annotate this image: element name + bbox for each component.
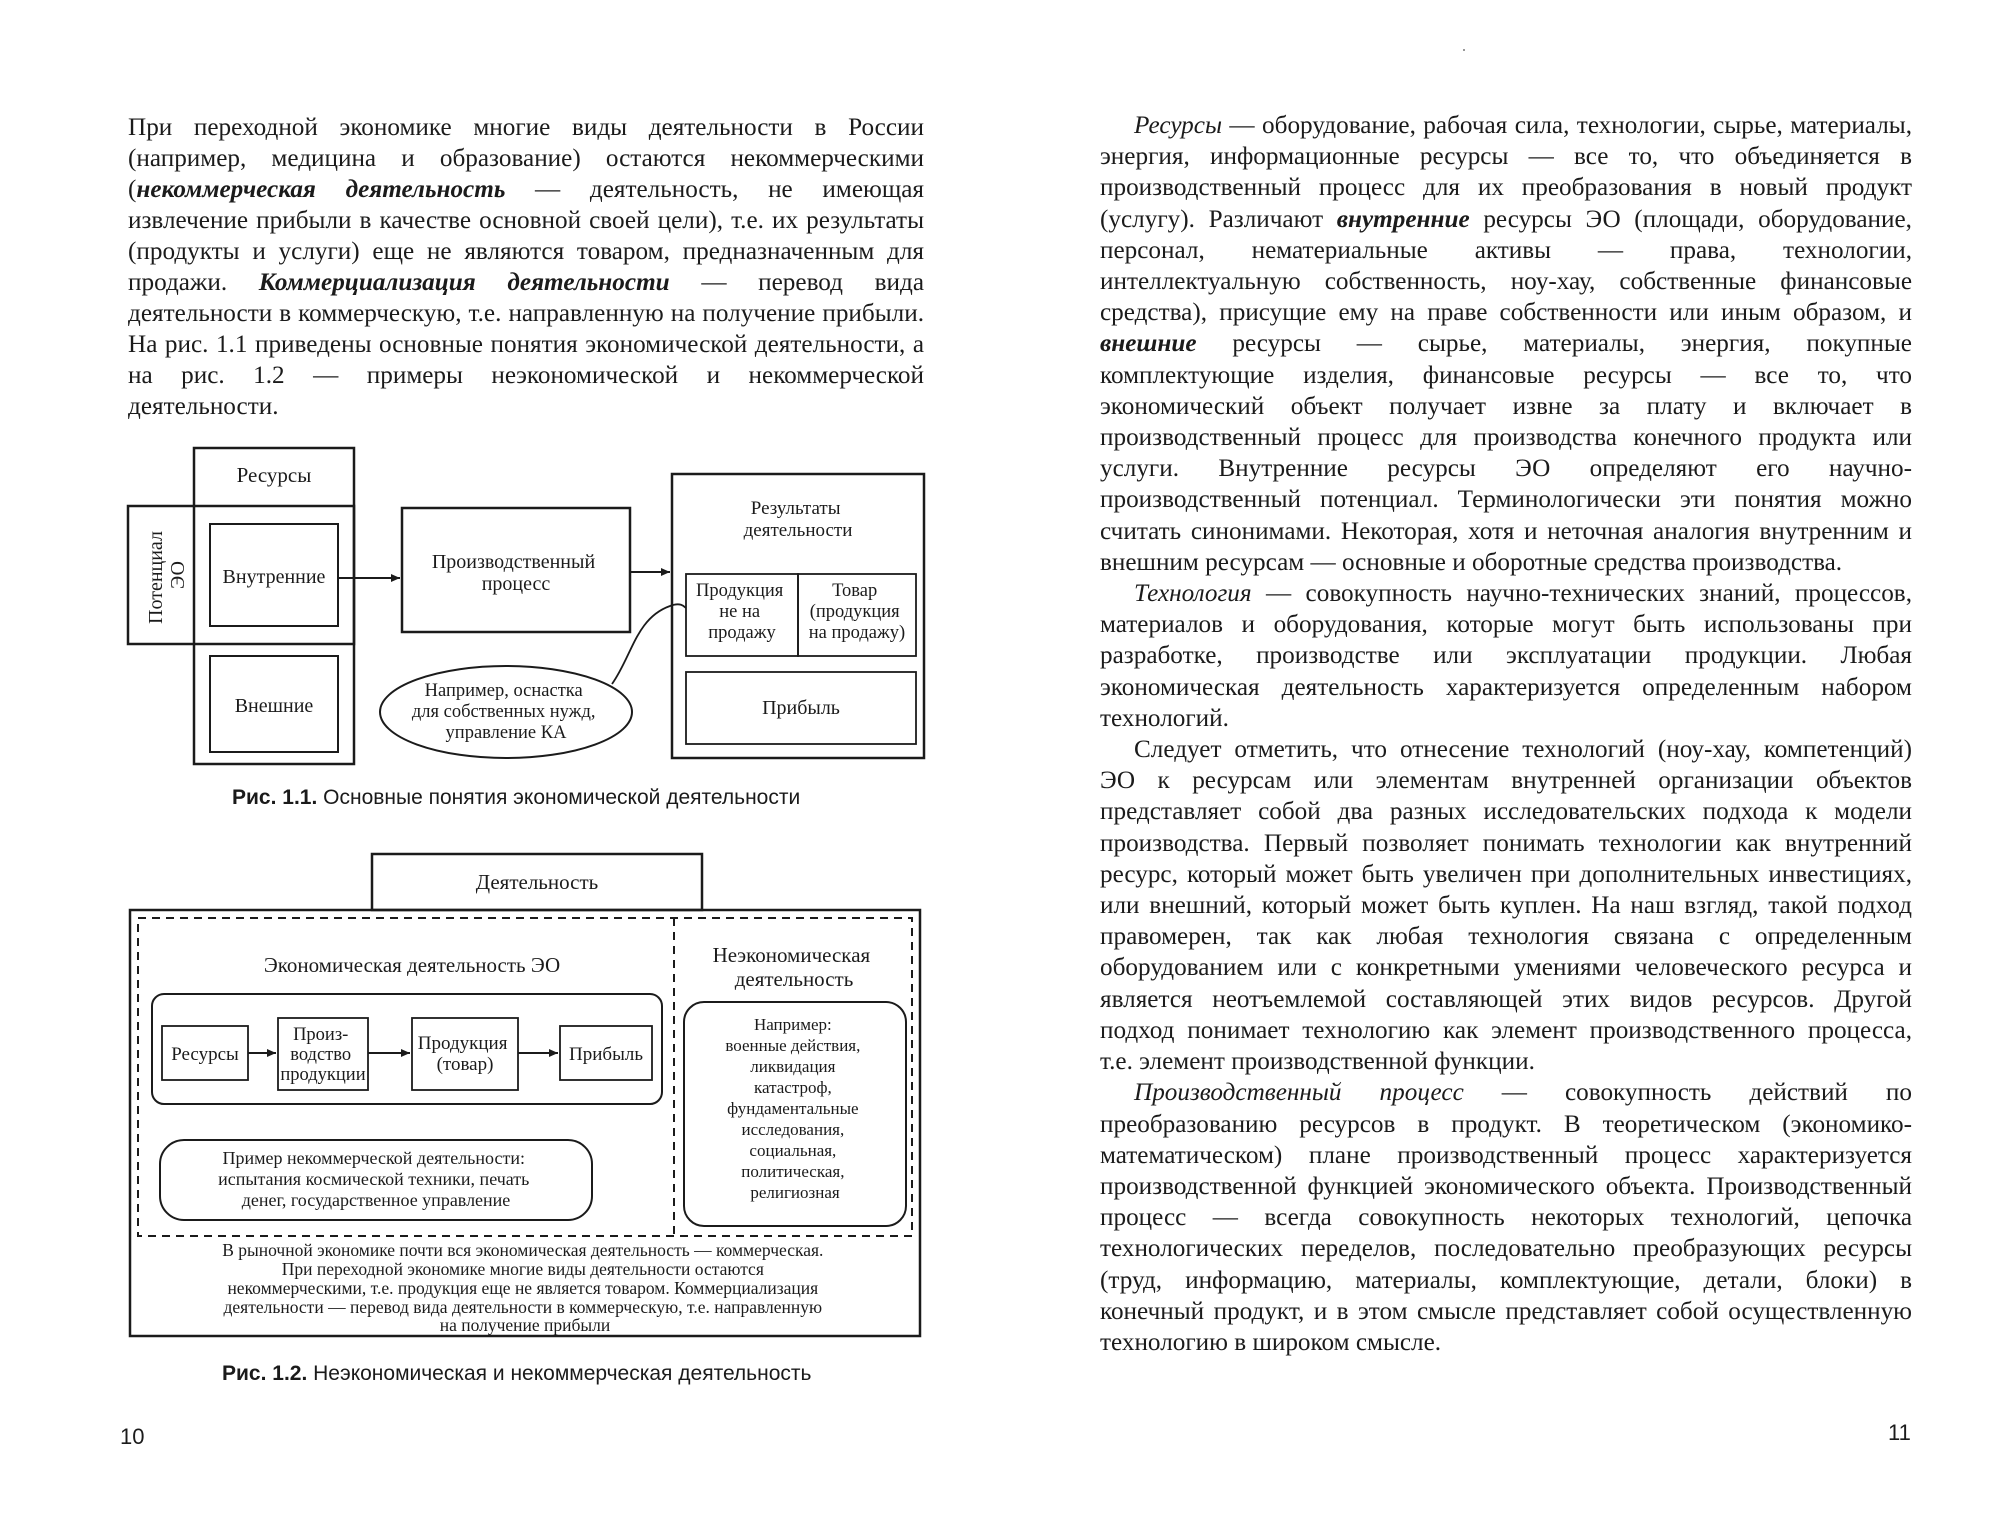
fig2-production-line: продукции — [280, 1065, 366, 1085]
fig2-note-line: В рыночной экономике почти вся экономическая деятельность — коммерческая. — [222, 1240, 824, 1260]
fig2-caption-number: Рис. 1.2. — [222, 1362, 308, 1385]
fig2-caption-text: Неэкономическая и некоммерческая деятельность — [307, 1362, 812, 1385]
fig2-noneconomic-example-line: ликвидация — [750, 1057, 836, 1076]
fig1-product-line: не на — [719, 602, 761, 622]
fig2-note-line: деятельности — перевод вида деятельности в коммерческую, т.е. направленную — [223, 1297, 823, 1317]
fig1-resources-label: Ресурсы — [236, 463, 312, 487]
text-run: При переходной экономике многие виды деятельности в России (например, медицина и образование) остаются некоммерческими ( — [128, 114, 924, 203]
text-run: ресурсы — сырье, материалы, энергия, покупные комплектующие изделия, финансовые ресурсы — все то, что экономический объект получает извне за плату и включает в производственный процесс для производства конечного продукта или услуги. Внутренние ресурсы ЭО определяют его научно-производственный потенциал. Терминологически эти понятия можно считать синонимами. Некоторая, хотя и неточная аналогия внутренним и внешним ресурсам — основные и оборотные средства производства. — [1100, 330, 1912, 576]
text-run: — перевод вида деятельности в коммерческую, т.е. направленную на получение прибыли. На рис. 1.1 приведены основные понятия экономической деятельности, а на рис. 1.2 — примеры неэкономической и некоммерческой деятельности. — [128, 269, 925, 420]
right-page — [1000, 0, 2000, 1532]
fig2-economic-label: Экономическая деятельность ЭО — [263, 953, 561, 977]
fig2-noneconomic-example — [725, 1015, 864, 1202]
emphasized-term: Коммерциализация деятельности — [258, 269, 670, 296]
fig1-goods-label — [809, 581, 905, 643]
fig1-profit-label: Прибыль — [762, 697, 840, 719]
fig1-potential-line: ЭО — [167, 561, 189, 589]
text-run: ресурсы ЭО (площади, оборудование, персонал, нематериальные активы — права, технологии, интеллектуальную собственность, ноу-хау, собственные финансовые средства), присущие ему на праве собственности или иным образом, и — [1100, 205, 1912, 327]
technology-definition-paragraph — [1100, 578, 1912, 734]
fig2-chain-profit-label: Прибыль — [569, 1044, 643, 1065]
fig2-product-line: Продукция — [417, 1033, 508, 1054]
fig2-noncommercial-line: испытания космической техники, печать — [218, 1169, 530, 1189]
resources-definition-paragraph — [1100, 110, 1912, 578]
fig2-note — [222, 1240, 828, 1335]
fig2-noncommercial-example — [218, 1148, 534, 1210]
example-connector — [612, 604, 686, 684]
fig1-internal-label: Внутренние — [222, 566, 326, 588]
fig2-chain-resources-label: Ресурсы — [171, 1044, 239, 1065]
text-run: — оборудование, рабочая сила, технологии, сырье, материалы, энергия, информационные ресурсы — все то, что объединяется в производственный процесс для их преобразования в новый продукт (услугу). Различают — [1100, 112, 1912, 233]
fig1-process-line: процесс — [481, 573, 551, 595]
fig2-noneconomic-example-line: катастроф, — [754, 1078, 832, 1097]
fig1-external-label: Внешние — [234, 695, 314, 717]
fig1-caption-text: Основные понятия экономической деятельности — [317, 786, 801, 809]
fig1-example-line: управление КА — [445, 723, 567, 743]
fig1-product-not-for-sale-label — [696, 581, 788, 643]
emphasized-term: некоммерческая деятельность — [136, 176, 506, 203]
fig1-goods-line: Товар — [832, 581, 878, 601]
fig1-example-label — [412, 681, 600, 743]
fig1-example-line: для собственных нужд, — [411, 702, 596, 722]
fig2-noneconomic-example-line: военные действия, — [725, 1036, 861, 1055]
fig2-noneconomic-example-line: религиозная — [750, 1183, 840, 1202]
text-run: — совокупность научно-технических знаний, процессов, материалов и оборудования, которые могут быть использованы при разработке, производстве или эксплуатации продукции. Любая экономическая деятельность характеризуется определенным набором технологий. — [1100, 580, 1912, 732]
figure-1-1-diagram — [124, 446, 936, 770]
fig2-chain-production-label — [280, 1025, 365, 1085]
fig2-production-line: водство — [290, 1045, 352, 1065]
fig2-noneconomic-example-line: социальная, — [749, 1141, 837, 1160]
fig1-potential-label — [145, 526, 189, 624]
text-run: — совокупность действий по преобразованию ресурсов в продукт. В теоретическом (экономико-математическом) плане производственный процесс характеризуется производственной функцией экономического объекта. Производственный процесс — всегда совокупность некоторых технологий, цепочка технологических переделов, последовательно преобразующих ресурсы (труд, информацию, материалы, комплектующие, детали, блоки) в конечный продукт, и в этом смысле представляет собой осуществленную технологию в широком смысле. — [1100, 1079, 1912, 1356]
scan-speck — [1463, 49, 1465, 51]
fig2-noneconomic-line: деятельность — [734, 967, 854, 991]
fig2-product-line: (товар) — [436, 1054, 494, 1075]
fig1-product-line: продажу — [708, 623, 776, 643]
fig2-noneconomic-line: Неэкономическая — [712, 943, 871, 967]
emphasized-term: Производственный процесс — [1134, 1079, 1464, 1107]
fig2-note-line: При переходной экономике многие виды деятельности остаются — [281, 1259, 764, 1279]
fig2-production-line: Произ- — [293, 1025, 349, 1045]
fig1-process-label — [432, 551, 600, 595]
fig1-potential-line: Потенциал — [145, 531, 167, 624]
figure-1-2-diagram — [128, 852, 928, 1342]
fig1-example-line: Например, оснастка — [424, 681, 583, 701]
emphasized-term: Технология — [1134, 580, 1252, 608]
text-run: — деятельность, не имеющая извлечение прибыли в качестве основной своей цели), т.е. их результаты (продукты и услуги) еще не являются товаром, предназначенным для продажи. — [128, 176, 924, 296]
fig2-noneconomic-label — [713, 943, 876, 991]
left-page-number: 10 — [120, 1424, 145, 1449]
fig2-note-line: на получение прибыли — [439, 1315, 611, 1335]
right-page-number: 11 — [1888, 1420, 1911, 1445]
emphasized-term: внешние — [1100, 330, 1197, 358]
fig2-noneconomic-example-line: фундаментальные — [727, 1099, 859, 1118]
fig2-noneconomic-example-line: политическая, — [741, 1162, 845, 1181]
fig1-goods-line: на продажу) — [808, 623, 906, 643]
fig1-product-line: Продукция — [696, 581, 784, 601]
technology-approaches-paragraph — [1100, 734, 1912, 1077]
emphasized-term: Ресурсы — [1134, 112, 1223, 139]
figure-1-2-caption — [222, 1362, 811, 1386]
emphasized-term: внутренние — [1336, 205, 1470, 233]
text-run: Следует отметить, что отнесение технологий (ноу-хау, компетенций) ЭО к ресурсам или элементам внутренней организации объектов представляет собой два разных исследовательских подхода к модели производства. Первый позволяет понимать технологии как внутренний ресурс, который может быть увеличен при дополнительных инвестициях, или внешний, который может быть куплен. На наш взгляд, такой подход правомерен, так как любая технология связана с определенным оборудованием или с конкретными умениями человеческого ресурса и является неотъемлемой составляющей этих видов ресурсов. Другой подход понимает технологию как элемент производственного процесса, т.е. элемент производственной функции. — [1100, 736, 1912, 1076]
production-process-paragraph — [1100, 1077, 1912, 1358]
fig2-note-line: некоммерческими, т.е. продукция еще не является товаром. Коммерциализация — [227, 1278, 819, 1298]
right-text-column — [1100, 110, 1912, 1358]
fig1-results-line: деятельности — [743, 520, 853, 541]
fig2-activity-label: Деятельность — [475, 870, 599, 894]
fig1-caption-number: Рис. 1.1. — [232, 786, 318, 809]
fig1-results-label — [744, 498, 853, 541]
fig1-process-line: Производственный — [431, 551, 596, 573]
fig1-goods-line: (продукция — [809, 602, 900, 622]
fig1-results-line: Результаты — [750, 498, 841, 519]
fig2-noncommercial-line: денег, государственное управление — [241, 1190, 511, 1210]
left-intro-paragraph — [128, 112, 924, 422]
fig2-chain-product-label — [418, 1033, 512, 1075]
figure-1-1-caption — [232, 786, 800, 810]
fig2-noneconomic-example-line: Например: — [753, 1015, 832, 1034]
fig2-noncommercial-line: Пример некоммерческой деятельности: — [222, 1148, 525, 1168]
fig2-noneconomic-example-line: исследования, — [741, 1120, 845, 1139]
